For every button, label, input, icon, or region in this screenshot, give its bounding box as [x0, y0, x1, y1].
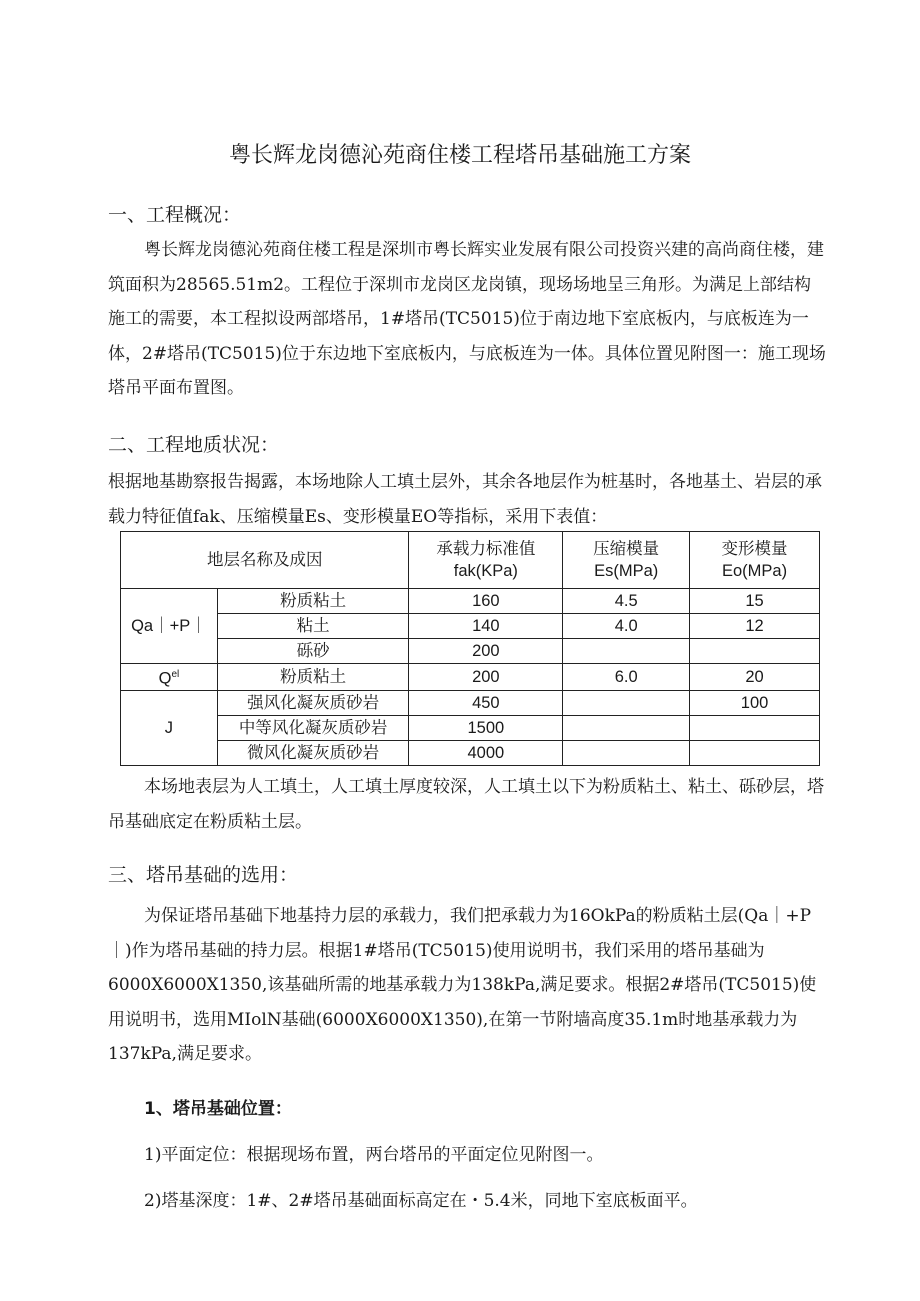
cell-eo: 100 — [690, 690, 820, 715]
header-eo-label: 变形模量 — [721, 540, 788, 558]
section-2-intro-text: 根据地基勘察报告揭露，本场地除人工填土层外，其余各地层作为桩基时，各地基土、岩层的承载力特征值fak、压缩模量Es、变形模量EO等指标，采用下表值： — [108, 472, 822, 527]
cell-name: 砾砂 — [217, 639, 409, 664]
section-1-text: 粤长辉龙岗德沁苑商住楼工程是深圳市粤长辉实业发展有限公司投资兴建的高尚商住楼，建筑面积为28565.51m2。工程位于深圳市龙岗区龙岗镇，现场场地呈三角形。为满足上部结构施工的需要，本工程拟设两部塔吊，1#塔吊(TC5015)位于南边地下室底板内，与底板连为一体，2#塔吊(TC5015)位于东边地下室底板内，与底板连为一体。具体位置见附图一：施工现场塔吊平面布置图。 — [108, 240, 826, 398]
header-eo-unit: Eo(MPa) — [721, 562, 788, 580]
cell-fak: 160 — [409, 589, 563, 614]
cell-fak: 1500 — [409, 715, 563, 740]
cell-es — [563, 639, 690, 664]
group-label-qa: Qa｜+P｜ — [121, 589, 218, 664]
cell-es: 6.0 — [563, 664, 690, 691]
item-1-text: 1)平面定位：根据现场布置，两台塔吊的平面定位见附图一。 — [144, 1145, 604, 1165]
subsection-1-item-1 — [108, 1138, 828, 1173]
cell-eo — [690, 639, 820, 664]
section-2-intro — [108, 465, 828, 534]
table-row — [121, 614, 820, 639]
cell-es — [563, 715, 690, 740]
document-title: 粤长辉龙岗德沁苑商住楼工程塔吊基础施工方案 — [228, 143, 691, 168]
section-3-text: 为保证塔吊基础下地基持力层的承载力，我们把承载力为16OkPa的粉质粘土层(Qa｜+P｜)作为塔吊基础的持力层。根据1#塔吊(TC5015)使用说明书，我们采用的塔吊基础为6000X6000X1350,该基础所需的地基承载力为138kPa,满足要求。根据2#塔吊(TC5015)使用说明书，选用MIolN基础(6000X6000X1350),在第一节附墙高度35.1m时地基承载力为137kPa,满足要求。 — [108, 906, 817, 1064]
section-2-after — [108, 770, 828, 839]
table-row — [121, 715, 820, 740]
section-3-paragraph — [108, 899, 828, 1072]
header-layer-name: 地层名称及成因 — [121, 532, 409, 589]
cell-fak: 200 — [409, 639, 563, 664]
cell-eo: 15 — [690, 589, 820, 614]
cell-es — [563, 690, 690, 715]
geology-table — [120, 531, 820, 766]
section-1-paragraph — [108, 233, 828, 406]
cell-es: 4.0 — [563, 614, 690, 639]
header-es — [563, 532, 690, 589]
header-fak — [409, 532, 563, 589]
cell-eo: 12 — [690, 614, 820, 639]
cell-name: 粉质粘土 — [217, 589, 409, 614]
table-row — [121, 639, 820, 664]
group-label-qel-sup: el — [171, 669, 180, 680]
cell-eo — [690, 715, 820, 740]
section-1-heading: 一、工程概况： — [108, 204, 242, 226]
item-2-text: 2)塔基深度：1#、2#塔吊基础面标高定在・5.4米，同地下室底板面平。 — [144, 1191, 698, 1211]
section-3-heading: 三、塔吊基础的选用： — [108, 864, 299, 886]
section-2-heading: 二、工程地质状况： — [108, 434, 280, 456]
table-row — [121, 589, 820, 614]
cell-es — [563, 740, 690, 765]
cell-name: 粘土 — [217, 614, 409, 639]
table-header-row — [121, 532, 820, 589]
header-es-label: 压缩模量 — [593, 540, 660, 558]
cell-fak: 200 — [409, 664, 563, 691]
subsection-1 — [108, 1092, 828, 1127]
table-row — [121, 664, 820, 691]
cell-name: 微风化凝灰质砂岩 — [217, 740, 409, 765]
group-label-qel-text: Q — [158, 669, 172, 688]
cell-name: 中等风化凝灰质砂岩 — [217, 715, 409, 740]
cell-name: 强风化凝灰质砂岩 — [217, 690, 409, 715]
header-eo — [690, 532, 820, 589]
group-label-j: J — [121, 690, 218, 765]
header-fak-unit: fak(KPa) — [453, 562, 518, 580]
section-2-after-text: 本场地表层为人工填土，人工填土厚度较深，人工填土以下为粉质粘土、粘土、砾砂层，塔吊基础底定在粉质粘土层。 — [108, 777, 824, 832]
header-fak-label: 承载力标准值 — [436, 540, 536, 558]
header-es-unit: Es(MPa) — [594, 562, 659, 580]
cell-fak: 450 — [409, 690, 563, 715]
cell-fak: 140 — [409, 614, 563, 639]
cell-eo — [690, 740, 820, 765]
cell-name: 粉质粘土 — [217, 664, 409, 691]
subsection-1-heading: 1、塔吊基础位置： — [144, 1099, 292, 1119]
table-row — [121, 690, 820, 715]
cell-eo: 20 — [690, 664, 820, 691]
cell-es: 4.5 — [563, 589, 690, 614]
group-label-qel — [121, 664, 218, 691]
cell-fak: 4000 — [409, 740, 563, 765]
subsection-1-item-2 — [108, 1184, 828, 1219]
table-row — [121, 740, 820, 765]
